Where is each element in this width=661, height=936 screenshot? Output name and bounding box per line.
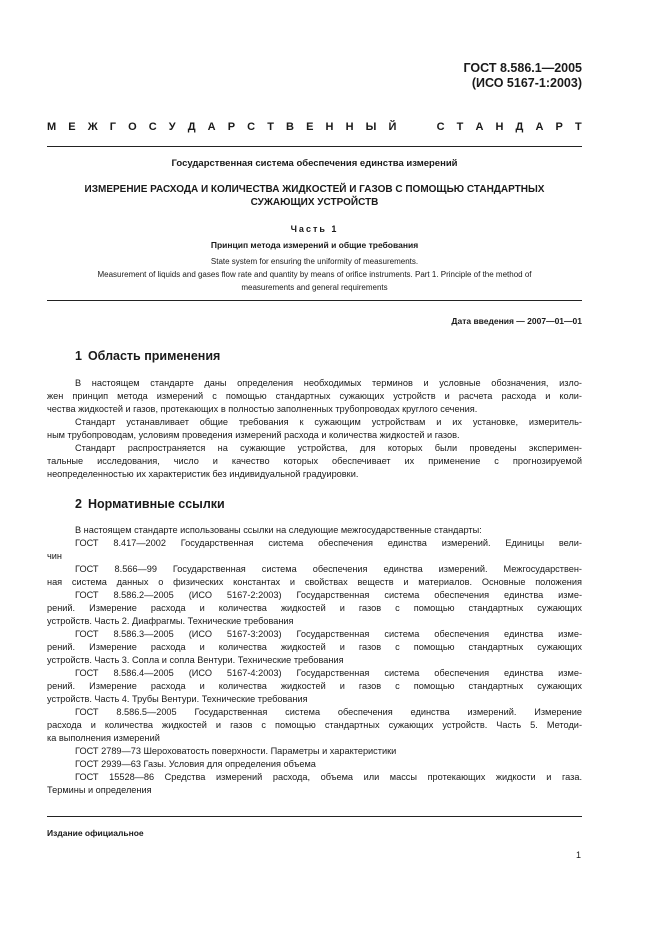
text-line: чин xyxy=(47,551,62,561)
text-line: ГОСТ 2789—73 Шероховатость поверхности. Параметры и характеристики xyxy=(75,746,397,756)
text-line: неопределенностью их характеристик без индивидуальной градуировки. xyxy=(47,469,359,479)
reference-item xyxy=(47,758,582,771)
banner-letter: С xyxy=(247,121,256,133)
banner-letter: Й xyxy=(388,121,397,133)
banner-letter: Т xyxy=(267,121,274,133)
standard-designation xyxy=(464,61,582,91)
english-title-line: measurements and general requirements xyxy=(241,283,388,292)
main-title xyxy=(47,183,582,209)
english-title xyxy=(47,255,582,294)
text-line: тальные исследования, число и качество которых обеспечивает их применение с прогнозируемой xyxy=(47,456,582,466)
english-title-line: State system for ensuring the uniformity of measurements. xyxy=(210,257,419,266)
banner-letter: Ж xyxy=(87,121,98,133)
text-line: рений. Измерение расхода и количества жидкостей и газов с помощью стандартных сужающих xyxy=(47,681,582,691)
text-line: рений. Измерение расхода и количества жидкостей и газов с помощью стандартных сужающих xyxy=(47,642,582,652)
part-title: Принцип метода измерений и общие требования xyxy=(210,240,419,250)
section-heading xyxy=(75,497,225,511)
top-divider xyxy=(47,146,582,147)
text-line: жен принцип метода измерений с помощью стандартных сужающих устройств и расчета расхода и коли- xyxy=(47,391,582,401)
banner-letter: У xyxy=(168,121,176,133)
banner-letter: О xyxy=(128,121,137,133)
banner-letter: Р xyxy=(227,121,236,133)
text-line: устройств. Часть 3. Сопла и сопла Вентури. Технические требования xyxy=(47,655,344,665)
banner-letter: С xyxy=(436,121,445,133)
official-edition-label: Издание официальное xyxy=(47,828,144,838)
text-line: Термины и определения xyxy=(47,785,152,795)
banner-letter: М xyxy=(47,121,57,133)
text-line: ка выполнения измерений xyxy=(47,733,160,743)
section-title: Нормативные ссылки xyxy=(87,497,225,511)
text-line: ГОСТ 8.586.2—2005 (ИСО 5167-2:2003) Государственная система обеспечения единства изме- xyxy=(75,590,582,600)
banner-letter: А xyxy=(207,121,216,133)
reference-item xyxy=(47,563,582,589)
banner-letter: А xyxy=(475,121,484,133)
text-line: рений. Измерение расхода и количества жидкостей и газов с помощью стандартных сужающих xyxy=(47,603,582,613)
text-line: ГОСТ 8.417—2002 Государственная система обеспечения единства измерений. Единицы вели- xyxy=(75,538,582,548)
title-divider xyxy=(47,300,582,301)
text-line: ГОСТ 8.586.4—2005 (ИСО 5167-4:2003) Государственная система обеспечения единства изме- xyxy=(75,668,582,678)
interstate-standard-banner xyxy=(47,121,582,133)
reference-item xyxy=(47,771,582,797)
part-number: Часть 1 xyxy=(290,224,339,234)
text-line: устройств. Часть 4. Трубы Вентури. Технические требования xyxy=(47,694,308,704)
banner-letter: Е xyxy=(306,121,314,133)
text-line: устройств. Часть 2. Диафрагмы. Технические требования xyxy=(47,616,294,626)
text-line: чества жидкостей и газов, протекающих в полностью заполненных трубопроводах круглого сечения. xyxy=(47,404,478,414)
banner-letter: Т xyxy=(456,121,464,133)
text-line: ГОСТ 8.586.3—2005 (ИСО 5167-3:2003) Государственная система обеспечения единства изме- xyxy=(75,629,582,639)
text-line: расхода и количества жидкостей и газов с помощью стандартных сужающих устройств. Часть 5. Методи- xyxy=(47,720,582,730)
page-number: 1 xyxy=(575,850,581,860)
reference-item xyxy=(47,745,582,758)
paragraph xyxy=(47,377,582,416)
banner-gap xyxy=(408,121,424,133)
reference-item xyxy=(47,706,582,745)
section-title: Область применения xyxy=(87,349,221,363)
text-line: В настоящем стандарте даны определения необходимых терминов и условные обозначения, изло- xyxy=(75,378,582,388)
banner-letter: В xyxy=(286,121,294,133)
reference-item xyxy=(47,667,582,706)
text-line: Стандарт распространяется на сужающие устройства, для которых были проведены эксперимен- xyxy=(75,443,582,453)
text-line: ГОСТ 8.586.5—2005 Государственная система обеспечения единства измерений. Измерение xyxy=(75,707,582,717)
banner-letter: Н xyxy=(345,121,354,133)
introduction-date: Дата введения — 2007—01—01 xyxy=(451,316,582,326)
section-heading xyxy=(75,349,220,363)
text-line: ГОСТ 2939—63 Газы. Условия для определения объема xyxy=(75,759,316,769)
banner-letter: С xyxy=(148,121,157,133)
banner-letter: Г xyxy=(109,121,116,133)
english-title-line: Measurement of liquids and gases flow rate and quantity by means of orifice instruments. Part 1. Principle of the method of xyxy=(97,270,532,279)
banner-letter: Д xyxy=(515,121,524,133)
reference-item xyxy=(47,589,582,628)
text-line: В настоящем стандарте использованы ссылки на следующие межгосударственные стандарты: xyxy=(75,525,482,535)
text-line: ным трубопроводам, условиям проведения измерений расхода и количества жидкостей и газов. xyxy=(47,430,460,440)
paragraph xyxy=(47,416,582,442)
banner-letter: Е xyxy=(68,121,76,133)
section-number: 1 xyxy=(75,349,82,363)
text-line: Стандарт устанавливает общие требования к сужающим устройствам и их установке, измеритель- xyxy=(75,417,582,427)
standard-number: ГОСТ 8.586.1—2005 xyxy=(463,61,582,75)
reference-item xyxy=(47,628,582,667)
paragraph xyxy=(47,442,582,481)
banner-letter: Р xyxy=(555,121,563,133)
banner-letter: Н xyxy=(325,121,334,133)
main-title-line: СУЖАЮЩИХ УСТРОЙСТВ xyxy=(250,197,379,208)
banner-letter: Н xyxy=(495,121,504,133)
banner-letter: Д xyxy=(187,121,196,133)
reference-item xyxy=(47,537,582,563)
banner-letter: Ы xyxy=(365,121,377,133)
iso-number: (ИСО 5167-1:2003) xyxy=(471,76,582,90)
paragraph xyxy=(47,524,582,537)
text-line: ная система данных о физических константах и свойствах веществ и материалов. Основные положения xyxy=(47,577,582,587)
text-line: ГОСТ 8.566—99 Государственная система обеспечения единства измерений. Межгосударствен- xyxy=(75,564,582,574)
banner-letter: А xyxy=(535,121,544,133)
section-number: 2 xyxy=(75,497,82,511)
system-title: Государственная система обеспечения единства измерений xyxy=(171,158,458,169)
banner-letter: Т xyxy=(574,121,582,133)
footer-divider xyxy=(47,816,582,817)
main-title-line: ИЗМЕРЕНИЕ РАСХОДА И КОЛИЧЕСТВА ЖИДКОСТЕЙ И ГАЗОВ С ПОМОЩЬЮ СТАНДАРТНЫХ xyxy=(84,184,545,195)
text-line: ГОСТ 15528—86 Средства измерений расхода, объема или массы протекающих жидкости и газа. xyxy=(75,772,582,782)
